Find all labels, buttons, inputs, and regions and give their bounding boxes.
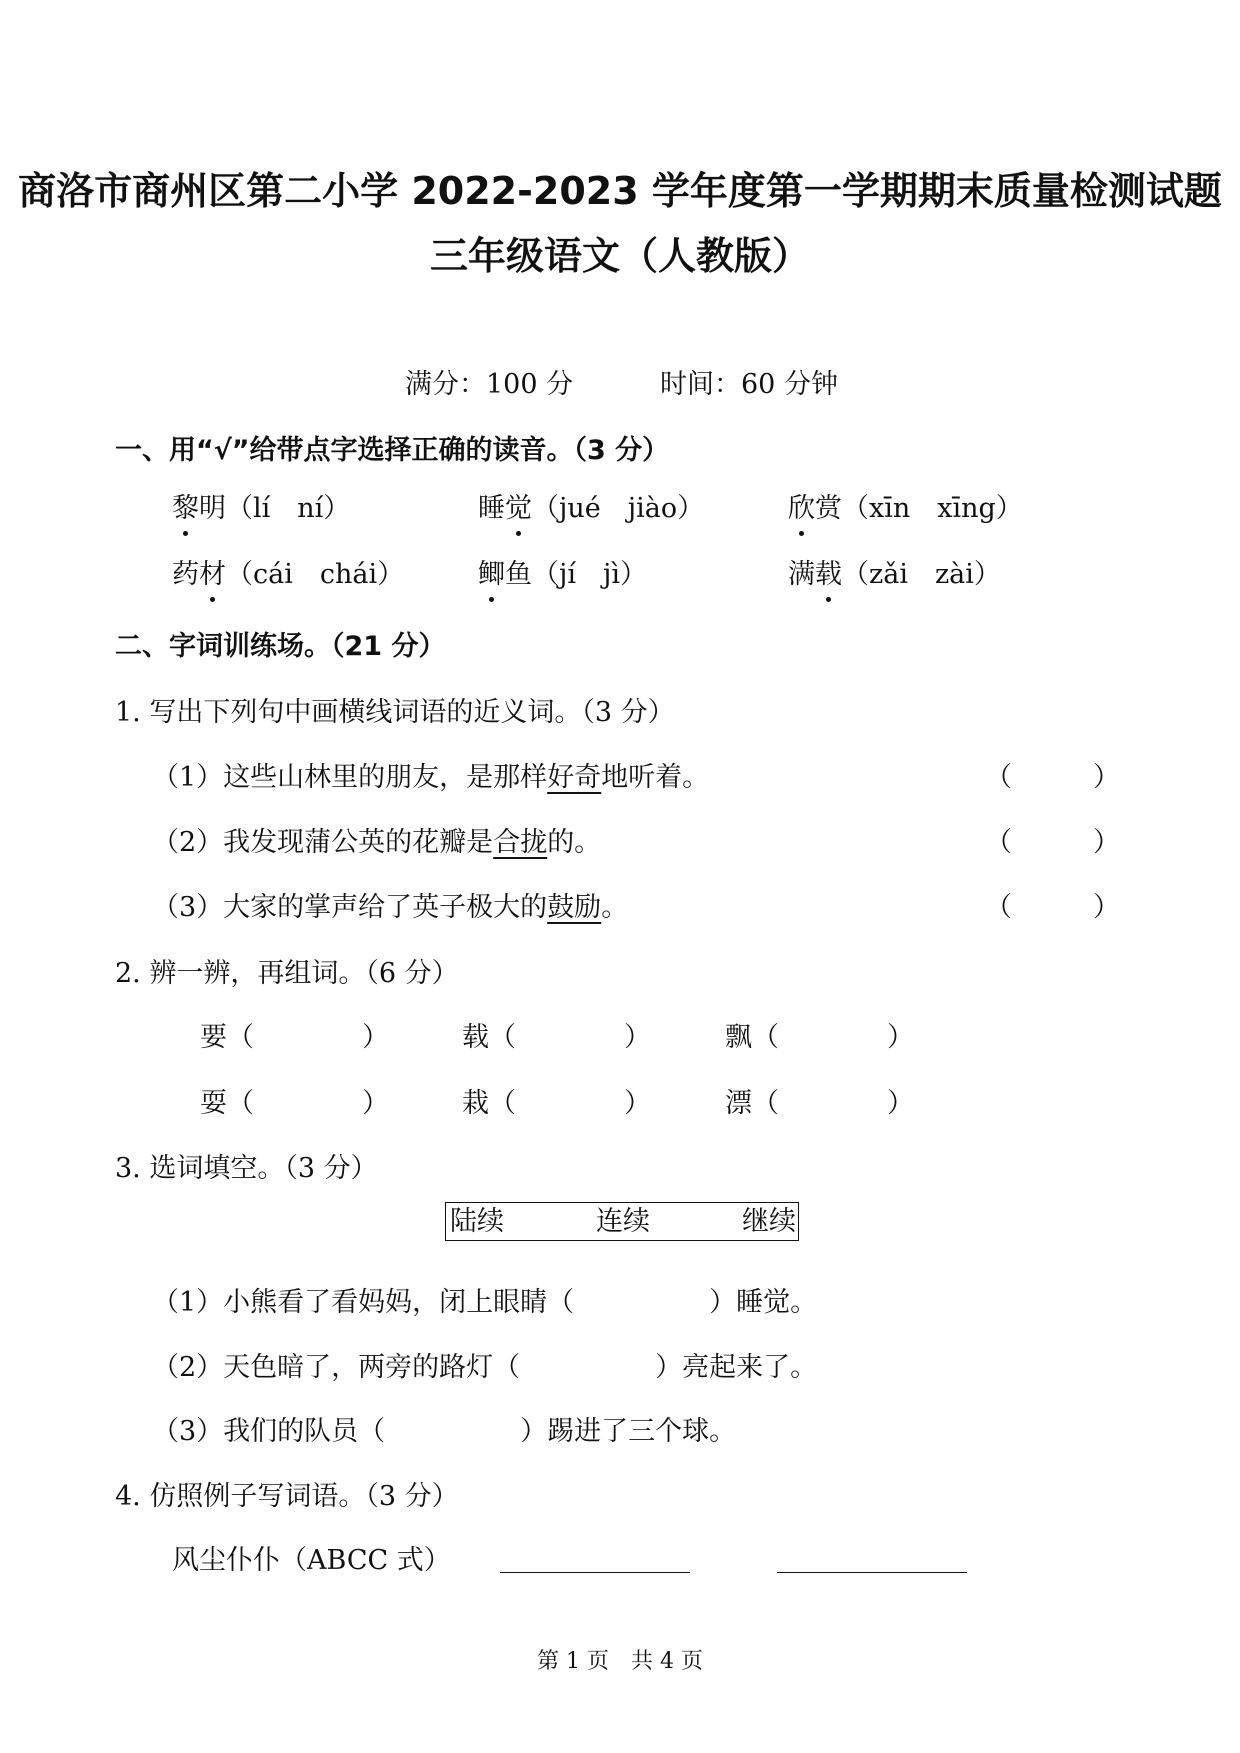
exam-title: 商洛市商州区第二小学 2022-2023 学年度第一学期期末质量检测试题: [18, 169, 1222, 213]
word-bank-item: 连续: [596, 1206, 650, 1237]
word-group-item[interactable]: 栽（ ）: [462, 1088, 651, 1119]
pinyin-options[interactable]: （lí ní）: [226, 493, 351, 524]
section1-title: 一、用“√”给带点字选择正确的读音。（3 分）: [115, 435, 670, 466]
pinyin-item: 黎明（lí ní）: [172, 486, 350, 525]
fill-sentence[interactable]: （3）我们的队员（ ）踢进了三个球。: [152, 1416, 737, 1447]
dotted-char: 材: [199, 552, 226, 591]
word-group-item[interactable]: 漂（ ）: [725, 1088, 914, 1119]
dotted-char: 鲫: [478, 552, 505, 591]
word-bank-item: 继续: [742, 1206, 796, 1237]
dotted-char: 欣: [788, 486, 815, 525]
section2-title: 二、字词训练场。（21 分）: [115, 631, 446, 662]
question1-title: 1. 写出下列句中画横线词语的近义词。（3 分）: [115, 697, 675, 728]
pinyin-item: 鲫鱼（jí jì）: [478, 552, 647, 591]
answer-blank[interactable]: （ ）: [985, 827, 1120, 858]
fill-sentence[interactable]: （2）天色暗了，两旁的路灯（ ）亮起来了。: [152, 1352, 818, 1383]
answer-line[interactable]: [500, 1572, 690, 1573]
synonym-sentence: （1）这些山林里的朋友，是那样好奇地听着。: [152, 762, 710, 793]
pinyin-item: 满载（zǎi zài）: [788, 552, 1001, 591]
answer-line[interactable]: [777, 1572, 967, 1573]
example-word: 风尘仆仆（ABCC 式）: [172, 1545, 451, 1576]
synonym-sentence: （3）大家的掌声给了英子极大的鼓励。: [152, 892, 629, 923]
question3-title: 3. 选词填空。（3 分）: [115, 1153, 378, 1184]
pinyin-item: 药材（cái chái）: [172, 552, 404, 591]
dotted-char: 载: [815, 552, 842, 591]
pinyin-options[interactable]: （jué jiào）: [532, 493, 705, 524]
underlined-word: 鼓励: [547, 892, 602, 923]
exam-subtitle: 三年级语文（人教版）: [429, 234, 810, 278]
underlined-word: 合拢: [493, 827, 548, 858]
pinyin-item: 欣赏（xīn xīng）: [788, 486, 1023, 525]
word-bank-box: [445, 1202, 799, 1241]
word-group-item[interactable]: 要（ ）: [200, 1022, 389, 1053]
pinyin-options[interactable]: （cái chái）: [226, 559, 405, 590]
underlined-word: 好奇: [547, 762, 602, 793]
answer-blank[interactable]: （ ）: [985, 762, 1120, 793]
word-group-item[interactable]: 飘（ ）: [725, 1022, 914, 1053]
pinyin-options[interactable]: （jí jì）: [532, 559, 648, 590]
question2-title: 2. 辨一辨，再组词。（6 分）: [115, 958, 459, 989]
question4-title: 4. 仿照例子写词语。（3 分）: [115, 1481, 459, 1512]
word-group-item[interactable]: 耍（ ）: [200, 1088, 389, 1119]
exam-time: 时间：60 分钟: [660, 369, 838, 400]
pinyin-options[interactable]: （zǎi zài）: [842, 559, 1001, 590]
page-number: 第 1 页 共 4 页: [537, 1649, 703, 1674]
word-bank-item: 陆续: [450, 1206, 504, 1237]
pinyin-item: 睡觉（jué jiào）: [478, 486, 704, 525]
fill-sentence[interactable]: （1）小熊看了看妈妈，闭上眼睛（ ）睡觉。: [152, 1287, 818, 1318]
answer-blank[interactable]: （ ）: [985, 892, 1120, 923]
pinyin-options[interactable]: （xīn xīng）: [842, 493, 1023, 524]
full-score: 满分：100 分: [405, 369, 574, 400]
dotted-char: 觉: [505, 486, 532, 525]
word-group-item[interactable]: 载（ ）: [462, 1022, 651, 1053]
dotted-char: 黎: [172, 486, 199, 525]
synonym-sentence: （2）我发现蒲公英的花瓣是合拢的。: [152, 827, 602, 858]
